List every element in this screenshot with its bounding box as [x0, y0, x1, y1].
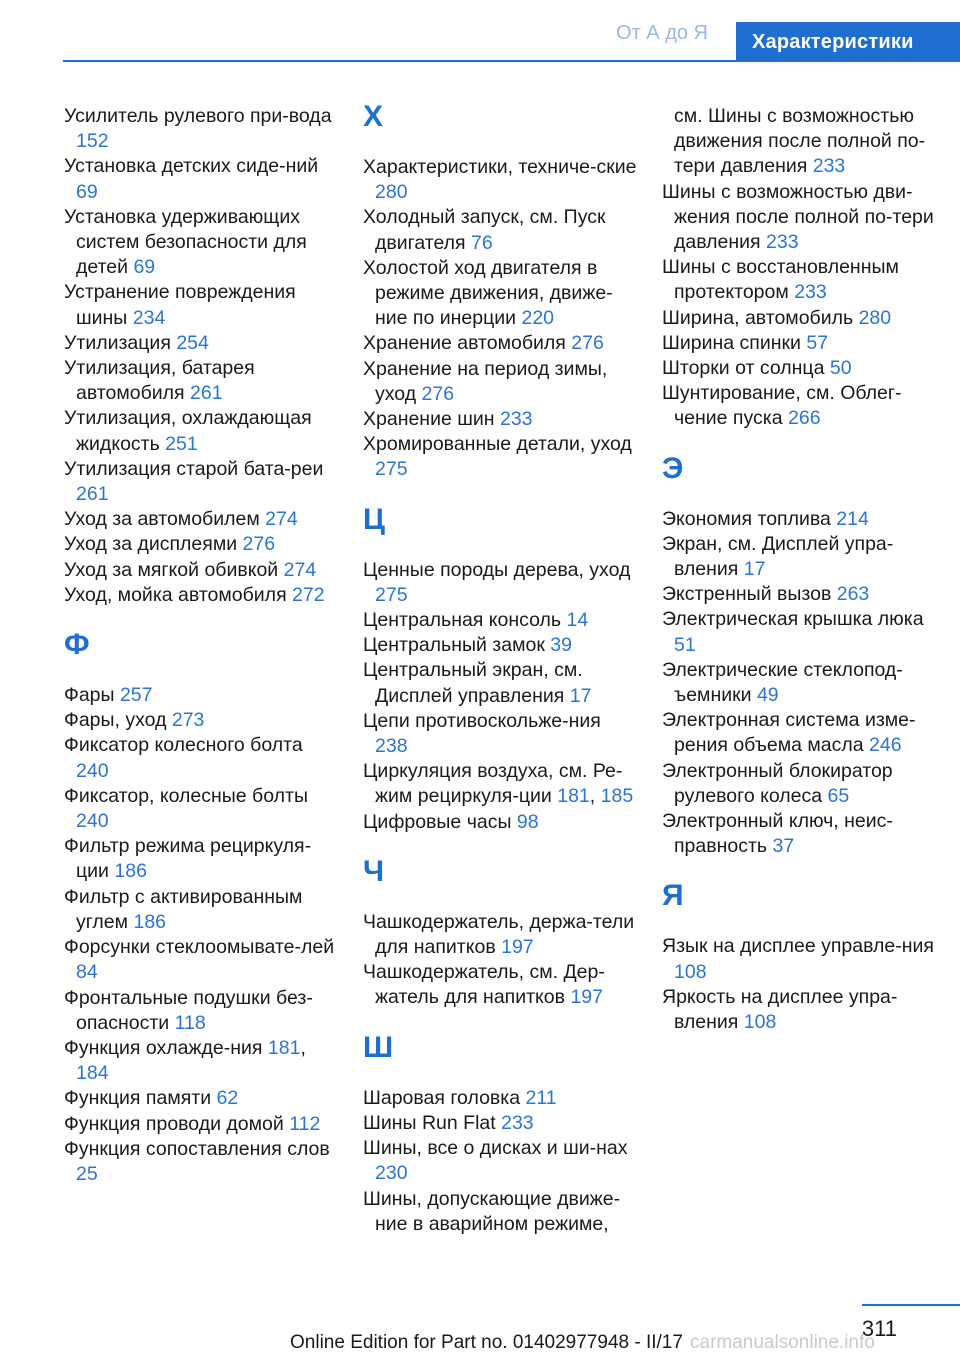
index-term: Фиксатор, колесные болты — [64, 784, 308, 807]
index-entry — [662, 180, 937, 256]
page-link[interactable]: 184 — [76, 1062, 109, 1085]
index-term: Утилизация старой бата-реи — [64, 457, 324, 480]
index-term: Циркуляция воздуха, см. Ре-жим рециркуля-ции — [363, 760, 623, 808]
index-term: Цепи противоскольже-ния — [363, 709, 601, 732]
index-entry — [363, 1187, 638, 1237]
page-link[interactable]: 76 — [471, 231, 493, 254]
page-link[interactable]: 276 — [571, 332, 604, 355]
page-link[interactable]: 69 — [76, 180, 98, 203]
page-number: 311 — [861, 1316, 897, 1341]
index-entry — [662, 306, 937, 331]
watermark: carmanualsonline.info — [690, 1332, 875, 1353]
page-link[interactable]: 266 — [788, 407, 821, 430]
index-term: Хранение шин — [363, 408, 500, 431]
index-entry — [363, 1111, 638, 1136]
index-entry — [64, 708, 339, 733]
page-link[interactable]: 234 — [132, 306, 166, 329]
index-term: Шины с восстановленным протектором — [662, 256, 899, 304]
index-entry — [64, 935, 339, 985]
index-term: Ширина, автомобиль — [662, 306, 859, 329]
page-link[interactable]: 251 — [165, 432, 198, 455]
index-entry — [662, 507, 937, 532]
index-term: Шторки от солнца — [662, 357, 830, 380]
index-entry — [64, 406, 339, 456]
page-link[interactable]: 238 — [375, 735, 408, 758]
index-term: Холостой ход двигателя в режиме движения, движе-ние по инерции — [363, 256, 613, 330]
index-term: Электронный блокиратор рулевого колеса — [662, 759, 893, 807]
index-entry — [662, 532, 937, 582]
index-term: Уход за автомобилем — [64, 508, 266, 531]
page-link[interactable]: 197 — [501, 936, 534, 959]
index-entry — [662, 708, 937, 758]
index-term: Уход за мягкой обивкой — [64, 558, 284, 581]
index-entry — [64, 733, 339, 783]
index-entry — [363, 432, 638, 482]
page-link[interactable]: 233 — [766, 231, 799, 254]
page-link[interactable]: 261 — [76, 483, 109, 506]
index-term: Шины с возможностью дви-жения после полной по-тери давления — [662, 180, 934, 254]
index-term: Установка детских сиде-ний — [64, 155, 319, 178]
index-entry — [64, 986, 339, 1036]
page-link[interactable]: 185 — [600, 785, 634, 808]
index-entry — [64, 784, 339, 834]
index-term: Устранение повреждения шины — [64, 281, 296, 329]
index-term: Ширина спинки — [662, 331, 807, 354]
section-letter: Я — [662, 879, 684, 913]
page-link[interactable]: 246 — [869, 734, 902, 757]
index-entry — [64, 154, 339, 204]
index-entry — [64, 558, 339, 583]
section-letter: Ч — [363, 854, 385, 888]
section-letter: Э — [662, 451, 684, 485]
page-link[interactable]: 275 — [375, 583, 408, 606]
index-entry — [363, 709, 638, 759]
index-entry — [64, 834, 339, 884]
index-entry — [363, 960, 638, 1010]
page-link[interactable]: 98 — [516, 810, 539, 833]
page-header — [0, 0, 960, 62]
index-entry — [363, 155, 638, 205]
page-link[interactable]: 240 — [76, 810, 109, 833]
index-term: Шины Run Flat — [363, 1111, 502, 1134]
index-entry — [64, 356, 339, 406]
index-column-1 — [64, 104, 339, 1187]
page-link[interactable]: 280 — [858, 306, 892, 329]
header-rule — [63, 60, 960, 62]
index-entry — [363, 407, 638, 432]
index-term: Шаровая головка — [363, 1086, 526, 1109]
index-term: Экономия топлива — [662, 507, 837, 530]
index-term: Функция охлажде-ния — [64, 1036, 268, 1059]
page-link[interactable]: 276 — [421, 382, 455, 405]
index-term: Ценные породы дерева, уход — [363, 558, 631, 581]
index-term: Чашкодержатель, держа-тели для напитков — [363, 910, 635, 959]
index-term: Хранение автомобиля — [363, 332, 572, 355]
page-link[interactable]: 69 — [133, 256, 156, 279]
index-term: Фары — [64, 684, 120, 707]
page-link[interactable]: 275 — [375, 458, 408, 481]
index-term: Функция проводи домой — [64, 1112, 290, 1135]
page-link[interactable]: 233 — [794, 281, 827, 304]
page-link[interactable]: 181 — [557, 785, 590, 808]
index-entry — [64, 532, 339, 557]
page-link[interactable]: 197 — [570, 986, 603, 1009]
page-link[interactable]: 108 — [743, 1011, 777, 1034]
index-term: Электрические стеклопод-ъемники — [662, 658, 903, 707]
index-entry — [363, 331, 638, 356]
page-link[interactable]: 233 — [501, 1111, 534, 1134]
index-term: Центральный экран, см. Дисплей управления — [363, 659, 583, 707]
index-term: Утилизация — [64, 331, 177, 354]
index-entry — [662, 809, 937, 859]
index-term: Электрическая крышка люка — [662, 608, 924, 631]
index-term: Экран, см. Дисплей упра-вления — [662, 532, 894, 581]
page-link[interactable]: 112 — [289, 1112, 321, 1135]
index-term: Фильтр с активированным углем — [64, 885, 303, 933]
index-entry — [662, 381, 937, 431]
index-term: Функция памяти — [64, 1087, 217, 1110]
index-term: Центральный замок — [363, 634, 551, 657]
index-entry — [363, 910, 638, 960]
index-term: Функция сопоставления слов — [64, 1137, 330, 1160]
index-entry — [363, 256, 638, 332]
page-link[interactable]: 57 — [806, 331, 829, 354]
page-link[interactable]: 39 — [550, 634, 572, 657]
index-term: Фильтр режима рециркуля-ции — [64, 835, 312, 883]
page-link[interactable]: 17 — [569, 684, 592, 707]
section-letter: Ш — [363, 1030, 394, 1064]
index-entry — [64, 1036, 339, 1086]
page-link[interactable]: 181 — [267, 1036, 301, 1059]
section-tab[interactable]: Характеристики — [736, 22, 960, 62]
index-term: Электронный ключ, неис-правность — [662, 810, 893, 858]
page-link[interactable]: 276 — [242, 533, 276, 556]
index-entry — [363, 1136, 638, 1186]
index-term: Характеристики, техниче-ские — [363, 156, 637, 178]
index-entry — [363, 810, 638, 835]
page-link[interactable]: 280 — [375, 181, 408, 204]
index-entry — [662, 934, 937, 984]
index-entry — [64, 885, 339, 935]
index-entry — [662, 607, 937, 657]
page-link[interactable]: 108 — [674, 960, 707, 983]
breadcrumb[interactable]: От А до Я — [616, 22, 708, 44]
index-column-3 — [662, 104, 937, 1035]
page-link[interactable]: 211 — [525, 1086, 557, 1109]
page-link[interactable]: 220 — [521, 307, 555, 330]
page-link[interactable]: 62 — [216, 1087, 239, 1110]
page-link[interactable]: 51 — [674, 633, 696, 656]
index-term: Фиксатор колесного болта — [64, 734, 303, 757]
page-link[interactable]: 118 — [174, 1011, 206, 1034]
page-link[interactable]: 261 — [190, 382, 223, 405]
index-entry — [662, 985, 937, 1035]
edition-note: Online Edition for Part no. 01402977948 - II/17 — [290, 1332, 683, 1353]
index-entry — [363, 205, 638, 255]
index-term: Утилизация, батарея автомобиля — [64, 357, 255, 405]
index-entry — [363, 608, 638, 633]
page-separator: , — [300, 1036, 306, 1059]
index-entry — [64, 104, 339, 154]
page-link[interactable]: 263 — [836, 583, 870, 606]
index-entry — [662, 255, 937, 305]
index-term: Центральная консоль — [363, 609, 567, 632]
page-link[interactable]: 274 — [283, 558, 317, 581]
index-entry — [64, 583, 339, 608]
page-link[interactable]: 84 — [76, 961, 98, 984]
index-term: Холодный запуск, см. Пуск двигателя — [363, 206, 606, 254]
index-term: Электронная система изме-рения объема масла — [662, 709, 916, 757]
index-term: Уход за дисплеями — [64, 533, 243, 556]
footer-rule — [862, 1304, 960, 1306]
index-entry — [662, 331, 937, 356]
index-entry — [662, 582, 937, 607]
index-term: Шины, допускающие движе-ние в аварийном режиме, — [363, 1187, 621, 1235]
index-entry — [64, 1137, 339, 1187]
index-entry — [363, 759, 638, 809]
index-entry — [363, 558, 638, 608]
index-term: Утилизация, охлаждающая жидкость — [64, 407, 312, 455]
index-term: Цифровые часы — [363, 810, 517, 833]
index-column-2 — [363, 100, 638, 1237]
index-entry — [363, 357, 638, 407]
page-link[interactable]: 25 — [76, 1162, 98, 1185]
page-link[interactable]: 233 — [499, 408, 533, 431]
index-term: Установка удерживающих систем безопасности для детей — [64, 205, 307, 279]
index-term: Язык на дисплее управле-ния — [662, 935, 934, 958]
index-term: Хромированные детали, уход — [363, 433, 632, 456]
section-letter: Ц — [363, 502, 385, 536]
page-link[interactable]: 49 — [756, 684, 779, 707]
index-term: Уход, мойка автомобиля — [64, 583, 293, 606]
index-term: Фронтальные подушки без-опасности — [64, 986, 313, 1034]
index-entry — [64, 205, 339, 281]
index-entry — [64, 683, 339, 708]
index-term: Фары, уход — [64, 709, 172, 732]
index-entry — [662, 658, 937, 708]
index-entry — [662, 104, 937, 180]
page-link[interactable]: 14 — [566, 609, 589, 632]
page-link[interactable]: 152 — [76, 130, 109, 153]
page-link[interactable]: 233 — [812, 155, 846, 178]
index-entry — [662, 356, 937, 381]
page-link[interactable]: 274 — [265, 508, 298, 531]
index-term: Хранение на период зимы, уход — [363, 357, 608, 405]
page-link[interactable]: 273 — [171, 709, 205, 732]
index-entry — [64, 1112, 339, 1137]
page-link[interactable]: 272 — [292, 583, 325, 606]
index-entry — [64, 331, 339, 356]
index-term: Чашкодержатель, см. Дер-жатель для напитков — [363, 961, 605, 1009]
page-separator: , — [589, 785, 601, 808]
page-link[interactable]: 186 — [133, 910, 167, 933]
page-link[interactable]: 17 — [743, 558, 766, 581]
index-entry — [64, 280, 339, 330]
index-entry — [662, 759, 937, 809]
index-term: Экстренный вызов — [662, 583, 837, 606]
section-letter: Х — [363, 100, 384, 133]
index-term: см. Шины с возможностью движения после полной по-тери давления — [674, 105, 926, 178]
index-term: Шины, все о дисках и ши-нах — [363, 1137, 628, 1160]
page-link[interactable]: 50 — [829, 357, 852, 380]
page-link[interactable]: 257 — [119, 684, 153, 707]
index-entry — [64, 1086, 339, 1111]
page-link[interactable]: 214 — [836, 507, 869, 530]
page-link[interactable]: 254 — [176, 331, 209, 354]
page-link[interactable]: 230 — [375, 1162, 408, 1185]
index-term: Шунтирование, см. Облег-чение пуска — [662, 382, 902, 430]
index-entry — [363, 1086, 638, 1111]
page-link[interactable]: 186 — [114, 860, 147, 883]
index-entry — [363, 633, 638, 658]
index-term: Усилитель рулевого при-вода — [64, 105, 332, 127]
index-entry — [363, 658, 638, 708]
index-term: Яркость на дисплее упра-вления — [662, 985, 898, 1034]
index-term: Форсунки стеклоомывате-лей — [64, 936, 335, 959]
page-link[interactable]: 65 — [827, 784, 850, 807]
index-entry — [64, 457, 339, 507]
page-link[interactable]: 37 — [772, 835, 795, 858]
page-link[interactable]: 240 — [76, 759, 109, 782]
index-entry — [64, 507, 339, 532]
section-letter: Ф — [64, 628, 90, 662]
